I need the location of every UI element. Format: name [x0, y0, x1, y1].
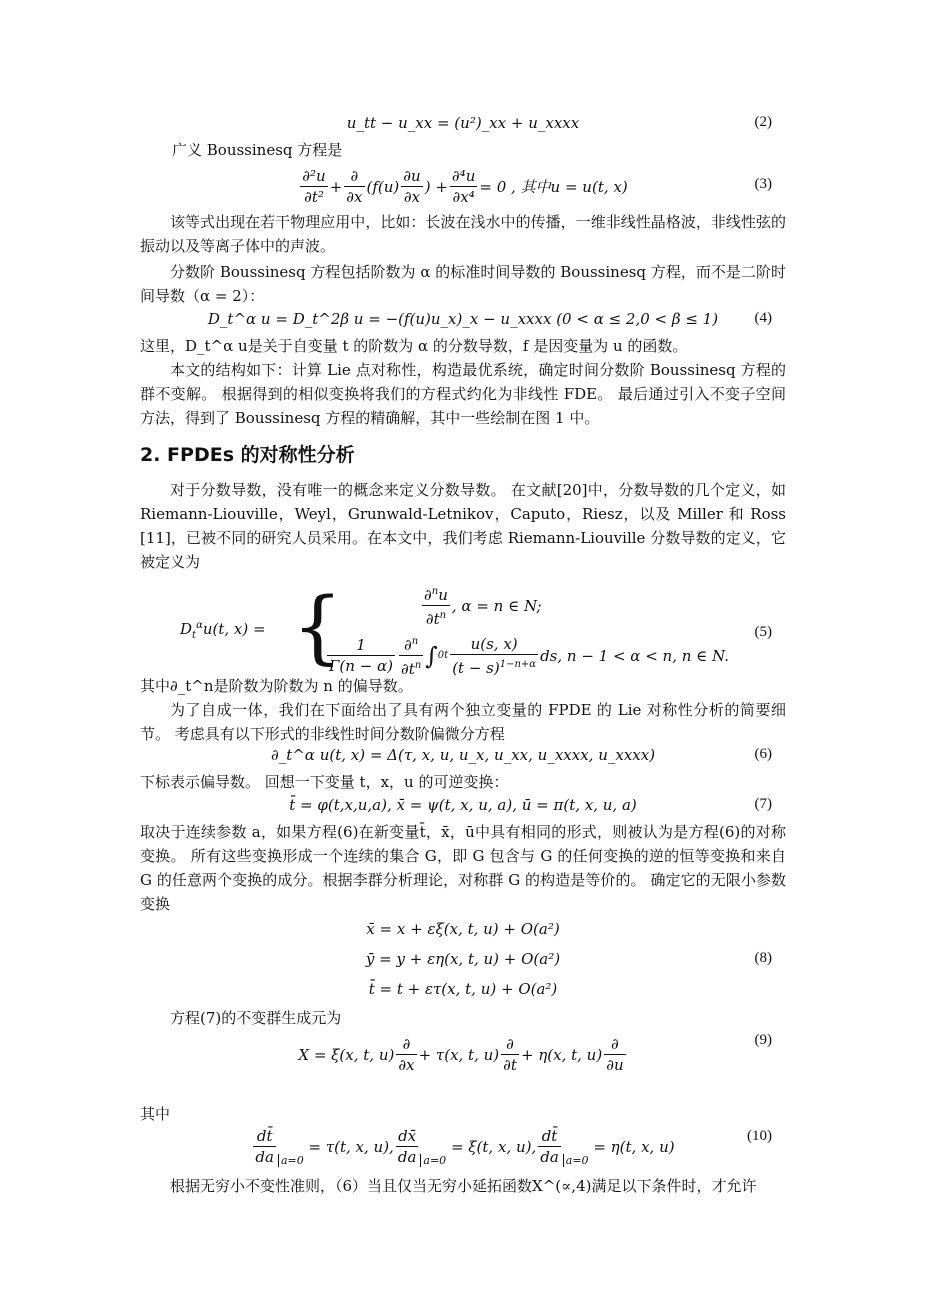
equation-number: (10): [747, 1128, 772, 1144]
paragraph: 对于分数导数，没有唯一的概念来定义分数导数。 在文献[20]中，分数导数的几个定义，如 Riemann-Liouville，Weyl，Grunwald-Letnikov，Caputo，Riesz，以及 Miller 和 Ross [11]，已被不同的研究人员采用。在本文中，我们考虑 Riemann-Liouville 分数导数的定义，它被定义为: [140, 481, 786, 571]
equation-number: (3): [754, 176, 772, 192]
equation-4: D_t^α u = D_t^2β u = −(f(u)u_x)_x − u_xxxx (0 < α ≤ 2,0 < β ≤ 1) (4): [207, 310, 772, 328]
equation-6: ∂_t^α u(t, x) = Δ(τ, x, u, u_x, u_xx, u_xxxx, u_xxxx) (6): [270, 746, 772, 764]
equation-8a: x̄ = x + εξ(x, t, u) + O(a²): [366, 920, 560, 938]
paragraph: 取决于连续参数 a，如果方程(6)在新变量t̄，x̄，ū中具有相同的形式，则被认为是方程(6)的对称变换。 所有这些变换形成一个连续的集合 G，即 G 包含与 G 的任何变换的逆的恒等变换和来自 G 的任意两个变换的成分。根据李群分析理论，对称群 G 的构造是等价的。 确定它的无限小参数变换: [140, 823, 786, 913]
equation-number: (8): [754, 950, 772, 966]
equation-8b: ȳ = y + εη(x, t, u) + O(a²) (8): [365, 950, 772, 968]
paragraph: 该等式出现在若干物理应用中，比如：长波在浅水中的传播，一维非线性晶格波，非线性弦的振动以及等离子体中的声波。: [140, 213, 786, 255]
equation-5: $D_t^\alpha u(t$, x) = { $\frac{\partial^nu}{\partial t^n}$ , α = n ∈ N; $\frac{1}{\Gamma(n - \alpha)}$ $\frac{\partial^n}{\partial t^n}$ ∫ 0 t $\frac{u(s, x)}{(t - s)^{1-n+\alpha}}$ ds, n − 1 < α < n, n ∈ N. (5): [180, 580, 772, 678]
paragraph: 方程(7)的不变群生成元为: [170, 1009, 342, 1027]
equation-number: (7): [754, 796, 772, 812]
paragraph: 广义 Boussinesq 方程是: [172, 141, 343, 159]
equation-8c: t̄ = t + ετ(x, t, u) + O(a²): [368, 980, 558, 998]
equation-number: (6): [754, 746, 772, 762]
equation-number: (9): [754, 1032, 772, 1048]
equation-number: (4): [754, 310, 772, 326]
paragraph: 分数阶 Boussinesq 方程包括阶数为 α 的标准时间导数的 Boussinesq 方程，而不是二阶时间导数（α = 2）：: [140, 263, 786, 305]
equation-9: X = ξ(x, t, u) $\frac{\partial}{\partial x}$ + τ(x, t, u) $\frac{\partial}{\partial t}$ + η(x, t, u) $\frac{\partial}{\partial u}$ (9): [298, 1032, 772, 1074]
paragraph: 下标表示偏导数。 回想一下变量 t，x，u 的可逆变换：: [140, 773, 509, 791]
equation-number: (5): [754, 624, 772, 640]
equation-10: $\frac{dt̄}{da}$ a=0 = τ(t, x, u), $\frac{dx̄}{da}$ a=0 = ξ(t, x, u), $\frac{dt̄}{da}$ a=0 = η(t, x, u) (10): [255, 1127, 772, 1167]
paragraph: 为了自成一体，我们在下面给出了具有两个独立变量的 FPDE 的 Lie 对称性分析的简要细节。 考虑具有以下形式的非线性时间分数阶偏微分方程: [140, 701, 786, 743]
paragraph: 本文的结构如下：计算 Lie 点对称性，构造最优系统，确定时间分数阶 Boussinesq 方程的群不变解。 根据得到的相似变换将我们的方程式约化为非线性 FDE。 最后通过引入不变子空间方法，得到了 Boussinesq 方程的精确解，其中一些绘制在图 1 中。: [140, 361, 786, 427]
equation-7: t̄ = φ(t,x,u,a), x̄ = ψ(t, x, u, a), ū = π(t, x, u, a) (7): [289, 796, 772, 814]
paragraph: 这里，D_t^α u是关于自变量 t 的阶数为 α 的分数导数，f 是因变量为 u 的函数。: [140, 337, 688, 355]
equation-2: u_tt − u_xx = (u²)_xx + u_xxxx (2): [346, 114, 772, 132]
equation-3: $\frac{\text{∂²u}}{\text{∂t²}}$ + $\frac{\partial}{\partial x}$ (f(u) $\frac{\partial u}{\partial x}$ ) + $\frac{\text{∂⁴u}}{\text{∂x⁴}}$ = 0 , 其中u = u(t, x) (3): [302, 167, 772, 206]
section-heading: 2. FPDEs 的对称性分析: [140, 444, 355, 466]
equation-number: (2): [754, 114, 772, 130]
paragraph: 其中: [140, 1105, 171, 1123]
paragraph: 根据无穷小不变性准则，（6）当且仅当无穷小延拓函数X^(∝,4)满足以下条件时，才允许: [170, 1177, 757, 1195]
paragraph: 其中∂_t^n是阶数为阶数为 n 的偏导数。: [140, 677, 413, 695]
